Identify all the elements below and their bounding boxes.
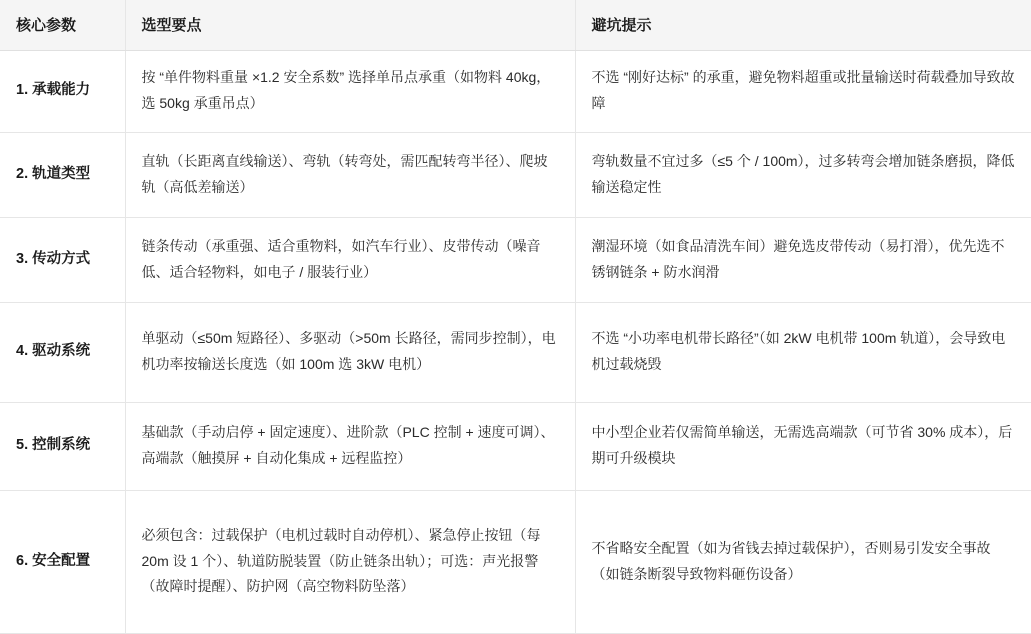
column-header-pitfall-tips: 避坑提示 bbox=[575, 0, 1031, 50]
table-body bbox=[0, 50, 1031, 633]
cell-parameter: 6. 安全配置 bbox=[0, 490, 125, 633]
cell-parameter: 2. 轨道类型 bbox=[0, 132, 125, 217]
cell-selection-points: 直轨（长距离直线输送）、弯轨（转弯处，需匹配转弯半径）、爬坡轨（高低差输送） bbox=[125, 132, 575, 217]
cell-pitfall-tips: 不选 “小功率电机带长路径”（如 2kW 电机带 100m 轨道），会导致电机过载烧毁 bbox=[575, 302, 1031, 402]
table-row bbox=[0, 302, 1031, 402]
cell-pitfall-tips: 不省略安全配置（如为省钱去掉过载保护），否则易引发安全事故（如链条断裂导致物料砸伤设备） bbox=[575, 490, 1031, 633]
cell-pitfall-tips: 不选 “刚好达标” 的承重，避免物料超重或批量输送时荷载叠加导致故障 bbox=[575, 50, 1031, 132]
column-header-parameter: 核心参数 bbox=[0, 0, 125, 50]
cell-selection-points: 单驱动（≤50m 短路径）、多驱动（>50m 长路径，需同步控制），电机功率按输送长度选（如 100m 选 3kW 电机） bbox=[125, 302, 575, 402]
table-header-row bbox=[0, 0, 1031, 50]
table-row bbox=[0, 50, 1031, 132]
cell-pitfall-tips: 潮湿环境（如食品清洗车间）避免选皮带传动（易打滑），优先选不锈钢链条 + 防水润滑 bbox=[575, 217, 1031, 302]
table-row bbox=[0, 132, 1031, 217]
table-row bbox=[0, 490, 1031, 633]
cell-parameter: 1. 承载能力 bbox=[0, 50, 125, 132]
cell-selection-points: 基础款（手动启停 + 固定速度）、进阶款（PLC 控制 + 速度可调）、高端款（触摸屏 + 自动化集成 + 远程监控） bbox=[125, 402, 575, 490]
cell-selection-points: 必须包含：过载保护（电机过载时自动停机）、紧急停止按钮（每 20m 设 1 个）、轨道防脱装置（防止链条出轨）；可选：声光报警（故障时提醒）、防护网（高空物料防坠落） bbox=[125, 490, 575, 633]
cell-parameter: 5. 控制系统 bbox=[0, 402, 125, 490]
cell-parameter: 3. 传动方式 bbox=[0, 217, 125, 302]
table-row bbox=[0, 217, 1031, 302]
table-header bbox=[0, 0, 1031, 50]
cell-pitfall-tips: 中小型企业若仅需简单输送，无需选高端款（可节省 30% 成本），后期可升级模块 bbox=[575, 402, 1031, 490]
cell-selection-points: 按 “单件物料重量 ×1.2 安全系数” 选择单吊点承重（如物料 40kg，选 50kg 承重吊点） bbox=[125, 50, 575, 132]
column-header-selection-points: 选型要点 bbox=[125, 0, 575, 50]
cell-pitfall-tips: 弯轨数量不宜过多（≤5 个 / 100m），过多转弯会增加链条磨损，降低输送稳定性 bbox=[575, 132, 1031, 217]
cell-parameter: 4. 驱动系统 bbox=[0, 302, 125, 402]
cell-selection-points: 链条传动（承重强、适合重物料，如汽车行业）、皮带传动（噪音低、适合轻物料，如电子 / 服装行业） bbox=[125, 217, 575, 302]
table-row bbox=[0, 402, 1031, 490]
